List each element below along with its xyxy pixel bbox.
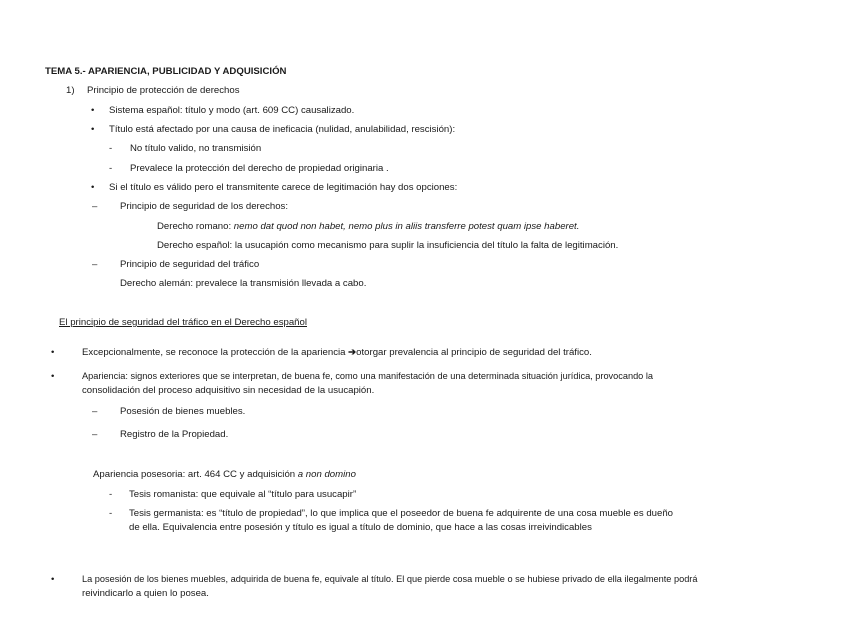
arrow-icon: ➔ (348, 347, 357, 358)
bullet-icon: • (91, 182, 95, 193)
dash-icon: – (92, 259, 98, 270)
list-item: Sistema español: título y modo (art. 609 CC) causalizado. (109, 105, 355, 116)
romano-label: Derecho romano: (157, 221, 234, 232)
list-item: Título está afectado por una causa de ineficacia (nulidad, anulabilidad, rescisión): (109, 124, 456, 135)
list-item: Principio de seguridad del tráfico (120, 259, 260, 270)
list-item: Registro de la Propiedad. (120, 429, 229, 440)
dash-icon: - (109, 508, 113, 519)
list-item: Tesis germanista: es “título de propiedad”, lo que implica que el poseedor de buena fe adquirente de una cosa mueble es dueño (129, 508, 674, 519)
romano-italic: nemo dat quod non habet, nemo plus in aliis transferre potest quam ipse haberet. (233, 221, 580, 232)
list-item: consolidación del proceso adquisitivo sin necesidad de la usucapión. (82, 385, 375, 396)
list-item: Tesis romanista: que equivale al “título para usucapir” (129, 489, 357, 500)
posesoria-text: Apariencia posesoria: art. 464 CC y adquisición (93, 469, 298, 480)
dash-icon: - (109, 489, 113, 500)
bullet-icon: • (51, 371, 55, 382)
bullet-icon: • (91, 105, 95, 116)
list-item: Posesión de bienes muebles. (120, 406, 246, 417)
dash-icon: - (109, 143, 113, 154)
excep-text: Excepcionalmente, se reconoce la protección de la apariencia (82, 347, 349, 358)
section-heading: Principio de protección de derechos (87, 85, 240, 96)
bullet-icon: • (51, 574, 55, 585)
dash-icon: - (109, 163, 113, 174)
list-item (82, 347, 592, 359)
page-title: TEMA 5.- APARIENCIA, PUBLICIDAD Y ADQUISICIÓN (45, 66, 287, 77)
bullet-icon: • (51, 347, 55, 358)
list-item (157, 221, 579, 233)
list-item: Prevalece la protección del derecho de propiedad originaria . (130, 163, 389, 174)
section-heading: El principio de seguridad del tráfico en el Derecho español (59, 317, 307, 328)
list-item: reivindicarlo a quien lo posea. (82, 588, 209, 599)
excep-text-2: otorgar prevalencia al principio de seguridad del tráfico. (356, 347, 592, 358)
list-item: Si el título es válido pero el transmitente carece de legitimación hay dos opciones: (109, 182, 458, 193)
section-number: 1) (66, 85, 75, 96)
dash-icon: – (92, 406, 98, 417)
list-item (93, 469, 356, 481)
bullet-icon: • (91, 124, 95, 135)
list-item: Derecho alemán: prevalece la transmisión llevada a cabo. (120, 278, 367, 289)
list-item: de ella. Equivalencia entre posesión y título es igual a título de dominio, que hace a las cosas irreivindicables (129, 522, 592, 533)
dash-icon: – (92, 201, 98, 212)
list-item: Apariencia: signos exteriores que se interpretan, de buena fe, como una manifestación de una determinada situación jurídica, provocando la (82, 371, 653, 381)
list-item: Principio de seguridad de los derechos: (120, 201, 288, 212)
posesoria-italic: a non domino (297, 469, 356, 480)
dash-icon: – (92, 429, 98, 440)
list-item: No título valido, no transmisión (130, 143, 262, 154)
list-item: Derecho español: la usucapión como mecanismo para suplir la insuficiencia del título la falta de legitimación. (157, 240, 619, 251)
list-item: La posesión de los bienes muebles, adquirida de buena fe, equivale al título. El que pierde cosa mueble o se hubiese privado de ella ilegalmente podrá (82, 574, 698, 584)
